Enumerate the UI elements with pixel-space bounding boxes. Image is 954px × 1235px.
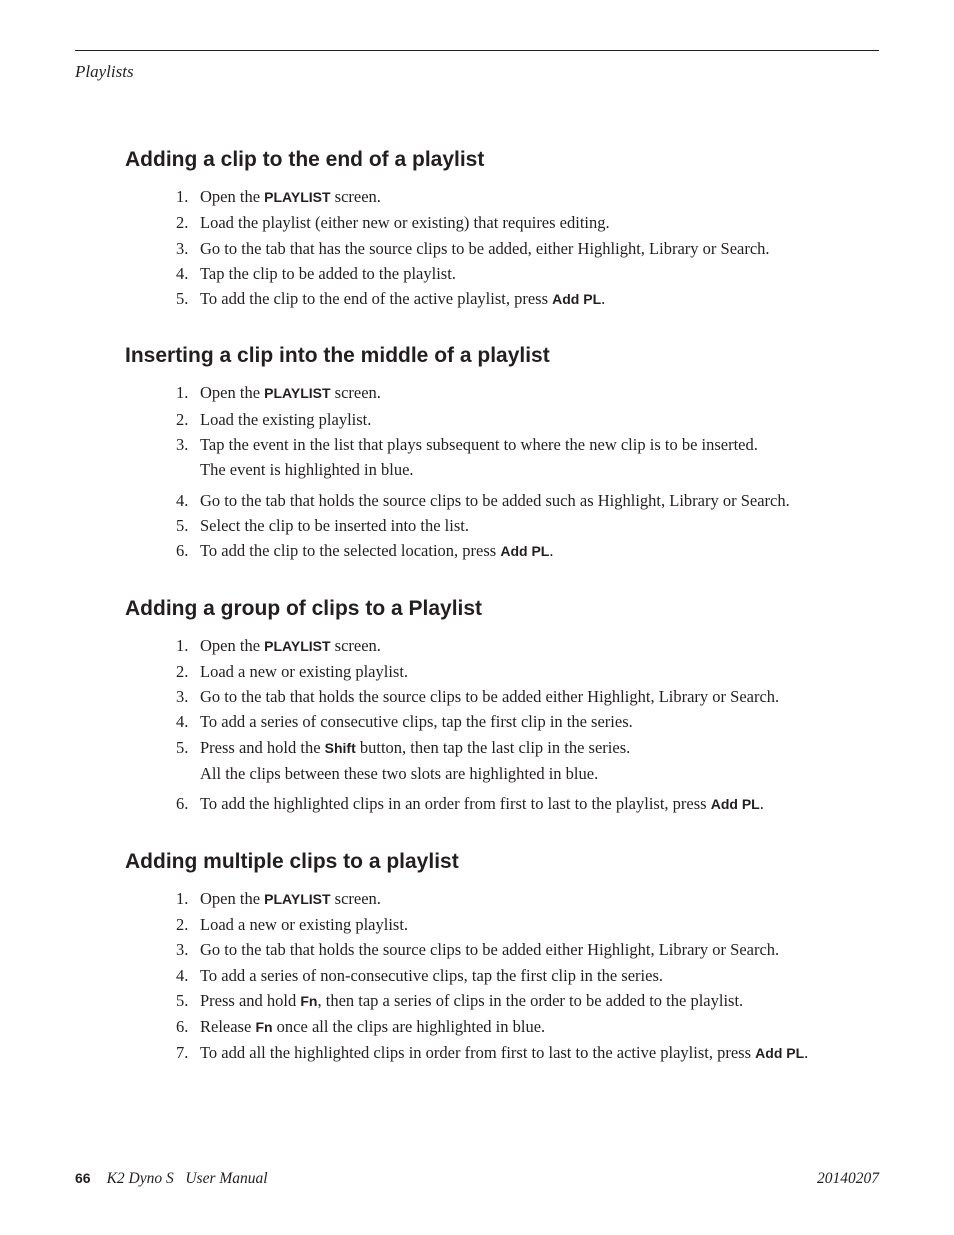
step-item: 6. To add the clip to the selected location, press Add PL. bbox=[176, 541, 554, 561]
page-footer bbox=[75, 1170, 879, 1188]
step-item: 1. Open the PLAYLIST screen. bbox=[176, 888, 381, 908]
step-item: 1. Open the PLAYLIST screen. bbox=[176, 187, 381, 206]
document-title: K2 Dyno S User Manual bbox=[106, 1170, 268, 1187]
section-heading: Adding a clip to the end of a playlist bbox=[125, 148, 485, 171]
step-item: 1. Open the PLAYLIST screen. bbox=[176, 635, 381, 655]
step-item: 1. Open the PLAYLIST screen. bbox=[176, 383, 381, 403]
ui-label: Add PL bbox=[755, 1045, 805, 1062]
step-item: 2. Load a new or existing playlist. bbox=[176, 661, 409, 681]
step-item: 2. Load the playlist (either new or existing) that requires editing. bbox=[176, 213, 610, 233]
step-item: 6. To add the highlighted clips in an order from first to last to the playlist, press Add PL. bbox=[176, 794, 764, 814]
step-list bbox=[125, 633, 865, 818]
step-item: 4. To add a series of non-consecutive clips, tap the first clip in the series. bbox=[176, 965, 663, 985]
ui-label: Add PL bbox=[710, 796, 760, 813]
ui-label: Add PL bbox=[552, 291, 602, 308]
step-list bbox=[125, 184, 865, 312]
step-list bbox=[125, 380, 865, 564]
running-head: Playlists bbox=[75, 62, 134, 81]
ui-label: Fn bbox=[300, 992, 318, 1009]
ui-label: PLAYLIST bbox=[264, 385, 331, 402]
section-heading: Adding a group of clips to a Playlist bbox=[125, 596, 483, 620]
step-list bbox=[125, 886, 865, 1067]
step-item: 3. Go to the tab that holds the source clips to be added either Highlight, Library or Search. bbox=[176, 940, 780, 960]
document-date: 20140207 bbox=[817, 1170, 879, 1187]
section-heading: Adding multiple clips to a playlist bbox=[125, 849, 459, 873]
step-item: 4. To add a series of consecutive clips, tap the first clip in the series. bbox=[176, 712, 633, 732]
ui-label: Shift bbox=[324, 739, 356, 756]
ui-label: Fn bbox=[255, 1019, 273, 1036]
ui-label: PLAYLIST bbox=[264, 189, 331, 205]
ui-label: PLAYLIST bbox=[264, 637, 331, 654]
step-item: 7. To add all the highlighted clips in order from first to last to the active playlist, press Add PL. bbox=[176, 1043, 809, 1063]
step-note: All the clips between these two slots are highlighted in blue. bbox=[200, 764, 599, 784]
section-insert-clip-middle bbox=[125, 342, 865, 564]
section-add-multiple bbox=[125, 848, 865, 1067]
document-body bbox=[125, 146, 865, 1067]
step-item: 3. Go to the tab that has the source clips to be added, either Highlight, Library or Search. bbox=[176, 238, 770, 258]
step-item: 3. Go to the tab that holds the source clips to be added either Highlight, Library or Search. bbox=[176, 687, 780, 707]
section-add-clip-end bbox=[125, 146, 865, 312]
step-item: 4. Go to the tab that holds the source clips to be added such as Highlight, Library or Search. bbox=[176, 490, 790, 510]
step-item: 5. Press and hold Fn, then tap a series of clips in the order to be added to the playlist. bbox=[176, 990, 744, 1010]
header-rule bbox=[75, 50, 879, 51]
step-note: The event is highlighted in blue. bbox=[200, 460, 414, 480]
step-item: 5. Press and hold the Shift button, then tap the last clip in the series. All the clips between these two slots are highlighted in blue. bbox=[200, 735, 865, 787]
step-item: 5. To add the clip to the end of the active playlist, press Add PL. bbox=[176, 289, 606, 309]
section-add-group bbox=[125, 595, 865, 818]
step-item: 4. Tap the clip to be added to the playlist. bbox=[176, 263, 456, 283]
ui-label: PLAYLIST bbox=[264, 890, 331, 907]
step-item: 2. Load the existing playlist. bbox=[176, 409, 372, 429]
section-heading: Inserting a clip into the middle of a playlist bbox=[125, 344, 550, 368]
step-item: 2. Load a new or existing playlist. bbox=[176, 914, 409, 934]
step-item: 6. Release Fn once all the clips are highlighted in blue. bbox=[176, 1017, 546, 1037]
page-number: 66 bbox=[75, 1170, 91, 1186]
step-item: 3. Tap the event in the list that plays subsequent to where the new clip is to be inserted. The event is highlighted in blue. bbox=[200, 432, 865, 483]
step-item: 5. Select the clip to be inserted into the list. bbox=[176, 515, 469, 535]
ui-label: Add PL bbox=[500, 543, 550, 560]
